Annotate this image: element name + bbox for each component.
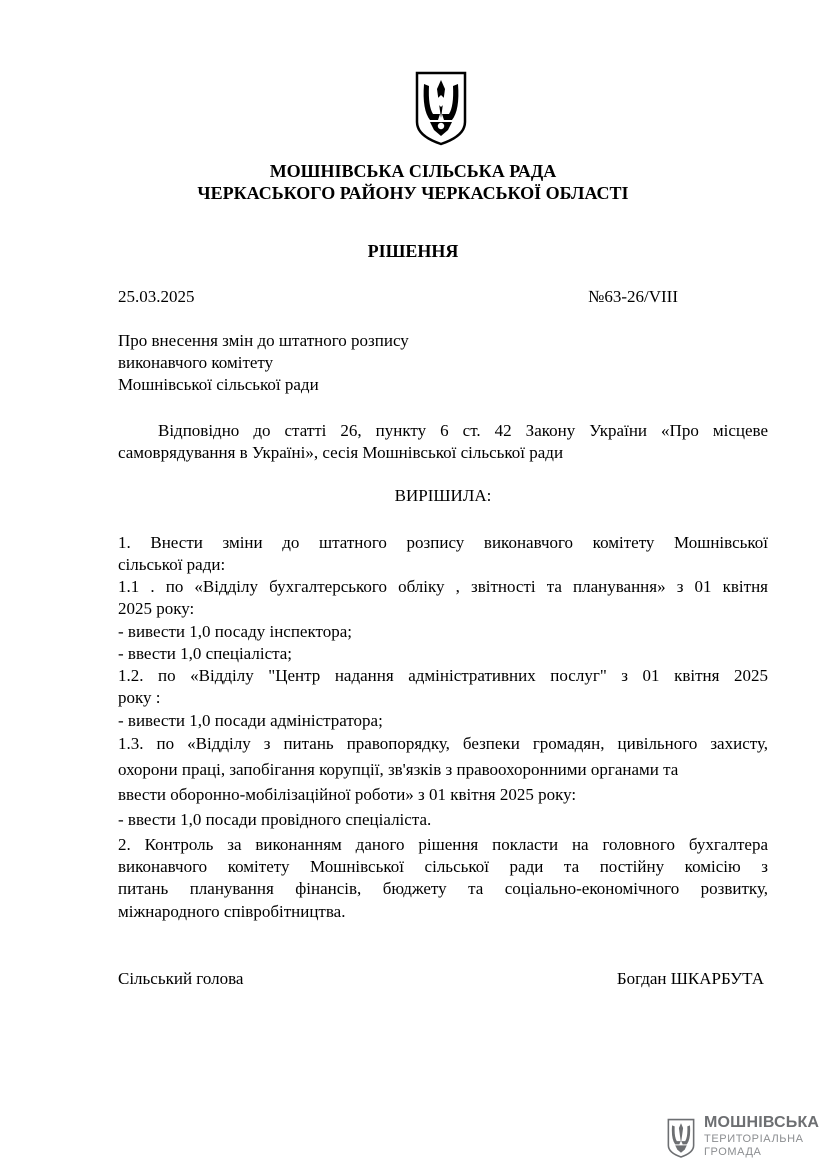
body-line: 1.1 . по «Відділу бухгалтерського обліку , звітності та планування» з 01 квітня bbox=[118, 577, 768, 596]
body-line: року : bbox=[118, 688, 161, 707]
body-line: 2. Контроль за виконанням даного рішення покласти на головного бухгалтера bbox=[118, 835, 768, 854]
logo-line-3: ГРОМАДА bbox=[704, 1146, 762, 1158]
body-line: 1.3. по «Відділу з питань правопорядку, безпеки громадян, цивільного захисту, bbox=[118, 734, 768, 753]
logo-line-2: ТЕРИТОРІАЛЬНА bbox=[704, 1133, 804, 1145]
decided-heading: ВИРІШИЛА: bbox=[394, 486, 492, 505]
body-line: охорони праці, запобігання корупції, зв'язків з правоохоронними органами та bbox=[118, 760, 679, 779]
body-line: - ввести 1,0 посади провідного спеціаліста. bbox=[118, 810, 432, 829]
preamble-line: самоврядування в Україні», сесія Мошнівської сільської ради bbox=[118, 443, 564, 462]
body-line: - вивести 1,0 посади адміністратора; bbox=[118, 711, 383, 730]
logo-line-1: МОШНІВСЬКА bbox=[704, 1114, 820, 1131]
trident-icon bbox=[666, 1118, 696, 1158]
preamble-line: Відповідно до статті 26, пункту 6 ст. 42 Закону України «Про місцеве bbox=[158, 421, 768, 440]
body-line: питань планування фінансів, бюджету та соціально-економічного розвитку, bbox=[118, 879, 768, 898]
body-line: виконавчого комітету Мошнівської сільської ради та постійну комісію з bbox=[118, 857, 768, 876]
body-line: ввести оборонно-мобілізаційної роботи» з 01 квітня 2025 року: bbox=[118, 785, 577, 804]
body-line: сільської ради: bbox=[118, 555, 226, 574]
body-line: - вивести 1,0 посаду інспектора; bbox=[118, 622, 352, 641]
trident-crest-icon bbox=[414, 70, 468, 146]
body-line: 1.2. по «Відділу "Центр надання адміністративних послуг" з 01 квітня 2025 bbox=[118, 666, 768, 685]
community-logo bbox=[666, 1114, 820, 1160]
body-line: міжнародного співробітництва. bbox=[118, 902, 346, 921]
decision-date: 25.03.2025 bbox=[118, 287, 195, 306]
district-name: ЧЕРКАСЬКОГО РАЙОНУ ЧЕРКАСЬКОЇ ОБЛАСТІ bbox=[197, 183, 629, 203]
body-line: 2025 року: bbox=[118, 599, 195, 618]
decision-number: №63-26/VIII bbox=[588, 287, 678, 306]
subject-line: Мошнівської сільської ради bbox=[118, 375, 319, 394]
council-name: МОШНІВСЬКА СІЛЬСЬКА РАДА bbox=[269, 161, 557, 181]
signature-title: Сільський голова bbox=[118, 969, 244, 988]
document-type: РІШЕННЯ bbox=[367, 241, 459, 261]
subject-line: виконавчого комітету bbox=[118, 353, 274, 372]
body-line: 1. Внести зміни до штатного розпису виконавчого комітету Мошнівської bbox=[118, 533, 768, 552]
signature-name: Богдан ШКАРБУТА bbox=[616, 969, 764, 988]
body-line: - ввести 1,0 спеціаліста; bbox=[118, 644, 293, 663]
subject-line: Про внесення змін до штатного розпису bbox=[118, 331, 409, 350]
